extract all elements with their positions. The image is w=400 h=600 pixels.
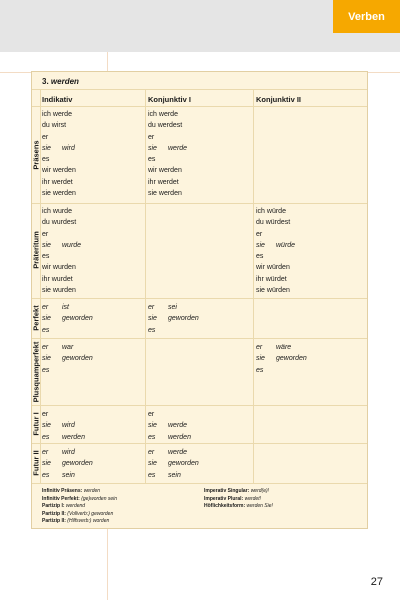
footer-line: Partizip II: (Hilfsverb:) worden <box>42 518 110 524</box>
form-line <box>148 458 199 469</box>
praesens-konjunktiv1 <box>148 109 187 199</box>
form-line: ich werde <box>42 111 72 118</box>
form-line: sie wurden <box>42 287 76 295</box>
form-line <box>42 458 93 469</box>
form-line: ihr werdet <box>148 178 179 186</box>
row-divider <box>32 298 367 299</box>
form-line: ihr werdet <box>42 178 73 186</box>
form-line <box>148 325 199 336</box>
form-line <box>42 325 93 336</box>
col-divider <box>145 89 146 483</box>
footer-forms-right <box>204 488 273 511</box>
aux-verb: sei <box>168 304 177 311</box>
form-line <box>256 240 295 251</box>
pronoun: es <box>42 471 50 479</box>
row-divider <box>32 338 367 339</box>
row-label-futur1: Futur I <box>31 412 41 436</box>
page-number: 27 <box>370 576 383 588</box>
form-line <box>148 432 191 443</box>
col-header-konjunktiv1: Konjunktiv I <box>148 95 191 104</box>
pronoun: er <box>148 304 155 311</box>
footer-line: Partizip II: (Vollverb:) geworden <box>42 510 114 517</box>
form-line: es <box>42 156 50 164</box>
participle: geworden <box>168 315 199 323</box>
pronoun: er <box>256 344 263 351</box>
title-verb: werden <box>50 77 79 86</box>
perfekt-indikativ <box>42 302 93 336</box>
form-line <box>42 342 93 353</box>
form-line <box>42 470 93 481</box>
footer-line: Imperativ Singular: werd(e)! <box>204 488 270 494</box>
form-line: es <box>148 156 156 164</box>
verb-form: wird <box>62 144 75 152</box>
footer-line: Höflichkeitsform: werden Sie! <box>204 503 273 509</box>
praeteritum-indikativ <box>42 206 81 296</box>
pronoun: sie <box>256 355 265 363</box>
row-label-plusquamperfekt: Plusquamperfekt <box>31 341 41 403</box>
conjugation-table <box>31 71 368 529</box>
form-line <box>148 470 199 481</box>
form-line: es <box>42 253 50 261</box>
form-line <box>42 313 93 324</box>
form-line: wir werden <box>42 167 76 175</box>
pronoun: er <box>148 449 155 456</box>
pronoun: er <box>42 344 49 351</box>
form-line: sie werden <box>42 190 76 198</box>
form-line <box>148 447 199 458</box>
col-divider <box>253 89 254 483</box>
aux-verb: wird <box>62 449 75 456</box>
futur2-indikativ <box>42 447 93 481</box>
futur2-konjunktiv1 <box>148 447 199 481</box>
pronoun: sie <box>148 144 157 152</box>
verb-form: wurde <box>62 241 82 249</box>
row-divider <box>32 405 367 406</box>
participle: geworden <box>276 355 307 363</box>
praeteritum-konjunktiv2 <box>256 206 295 296</box>
form-line: wir werden <box>148 167 182 175</box>
form-line <box>42 353 93 364</box>
footer-line: Infinitiv Präsens: werden <box>42 488 101 494</box>
form-line <box>42 240 81 251</box>
form-line: er <box>42 411 49 418</box>
title-number: 3. <box>42 77 49 86</box>
plusquamperfekt-indikativ <box>42 342 93 376</box>
form-line: ihr würdet <box>256 275 287 283</box>
pronoun: sie <box>42 355 51 363</box>
row-label-praeteritum: Präteritum <box>31 231 41 269</box>
pronoun: er <box>42 449 49 456</box>
pronoun: sie <box>42 144 51 152</box>
form-line <box>42 365 93 376</box>
pronoun: er <box>42 304 49 311</box>
form-line: du wirst <box>42 122 67 130</box>
form-line <box>256 353 307 364</box>
aux-verb: ist <box>62 304 69 311</box>
praesens-indikativ <box>42 109 76 199</box>
footer-forms-left <box>42 488 117 526</box>
form-line: wir würden <box>256 264 290 272</box>
form-line: er <box>42 133 49 141</box>
form-line <box>42 302 93 313</box>
form-line: wir wurden <box>42 264 76 272</box>
pronoun: sie <box>42 460 51 468</box>
participle: geworden <box>168 460 199 468</box>
footer-line: Imperativ Plural: werdet! <box>204 495 261 502</box>
verb-form: würde <box>276 241 296 249</box>
form-line <box>42 432 85 443</box>
form-line: er <box>42 230 49 238</box>
form-line <box>42 143 76 154</box>
pronoun: es <box>42 433 50 441</box>
pronoun: es <box>42 326 50 334</box>
form-line <box>148 420 191 431</box>
pronoun: sie <box>256 241 265 249</box>
pronoun: sie <box>42 422 51 430</box>
pronoun: es <box>148 471 156 479</box>
form-line <box>148 302 199 313</box>
form-line <box>42 447 93 458</box>
pronoun: es <box>148 433 156 441</box>
form-line: er <box>148 411 155 418</box>
col-header-konjunktiv2: Konjunktiv II <box>256 95 301 104</box>
col-header-indikativ: Indikativ <box>42 95 73 104</box>
pronoun: sie <box>148 422 157 430</box>
form-line: sie werden <box>148 190 182 198</box>
aux-verb: werde <box>168 422 188 430</box>
chapter-tab: Verben <box>333 0 400 33</box>
form-line: du werdest <box>148 122 183 130</box>
form-line: ihr wurdet <box>42 275 73 283</box>
form-line: er <box>148 133 155 141</box>
aux-verb: war <box>62 344 74 351</box>
pronoun: sie <box>148 460 157 468</box>
infinitive: werden <box>168 433 191 441</box>
pronoun: es <box>42 366 50 374</box>
pronoun: sie <box>42 241 51 249</box>
row-divider <box>32 483 367 484</box>
perfekt-konjunktiv1 <box>148 302 199 336</box>
form-line: er <box>256 230 263 238</box>
row-label-perfekt: Perfekt <box>31 305 41 331</box>
aux-verb: werde <box>168 449 188 456</box>
footer-line: Infinitiv Perfekt: (ge)worden sein <box>42 495 118 502</box>
form-line: ich werde <box>148 111 178 118</box>
aux-verb: wird <box>62 422 75 430</box>
row-label-praesens: Präsens <box>31 140 41 170</box>
participle: geworden <box>62 355 93 363</box>
aux-verb: wäre <box>276 344 292 351</box>
row-divider <box>32 443 367 444</box>
form-line <box>256 342 307 353</box>
footer-line: Partizip I: werdend <box>42 503 86 509</box>
row-divider <box>32 203 367 204</box>
table-title <box>42 77 79 86</box>
pronoun: es <box>256 366 264 374</box>
infinitive: sein <box>62 471 75 479</box>
pronoun: es <box>148 326 156 334</box>
form-line: du würdest <box>256 219 291 227</box>
infinitive: werden <box>62 433 85 441</box>
pronoun: sie <box>42 315 51 323</box>
futur1-indikativ <box>42 409 85 443</box>
form-line: sie würden <box>256 287 290 295</box>
form-line: ich wurde <box>42 208 72 215</box>
form-line <box>148 143 187 154</box>
verb-form: werde <box>168 144 188 152</box>
plusquamperfekt-konjunktiv2 <box>256 342 307 376</box>
form-line: es <box>256 253 264 261</box>
form-line <box>148 313 199 324</box>
row-divider <box>32 106 367 107</box>
participle: geworden <box>62 460 93 468</box>
futur1-konjunktiv1 <box>148 409 191 443</box>
form-line <box>42 420 85 431</box>
form-line: ich würde <box>256 208 286 215</box>
row-label-futur2: Futur II <box>31 450 41 476</box>
infinitive: sein <box>168 471 181 479</box>
row-divider <box>32 89 367 90</box>
participle: geworden <box>62 315 93 323</box>
form-line: du wurdest <box>42 219 77 227</box>
form-line <box>256 365 307 376</box>
pronoun: sie <box>148 315 157 323</box>
